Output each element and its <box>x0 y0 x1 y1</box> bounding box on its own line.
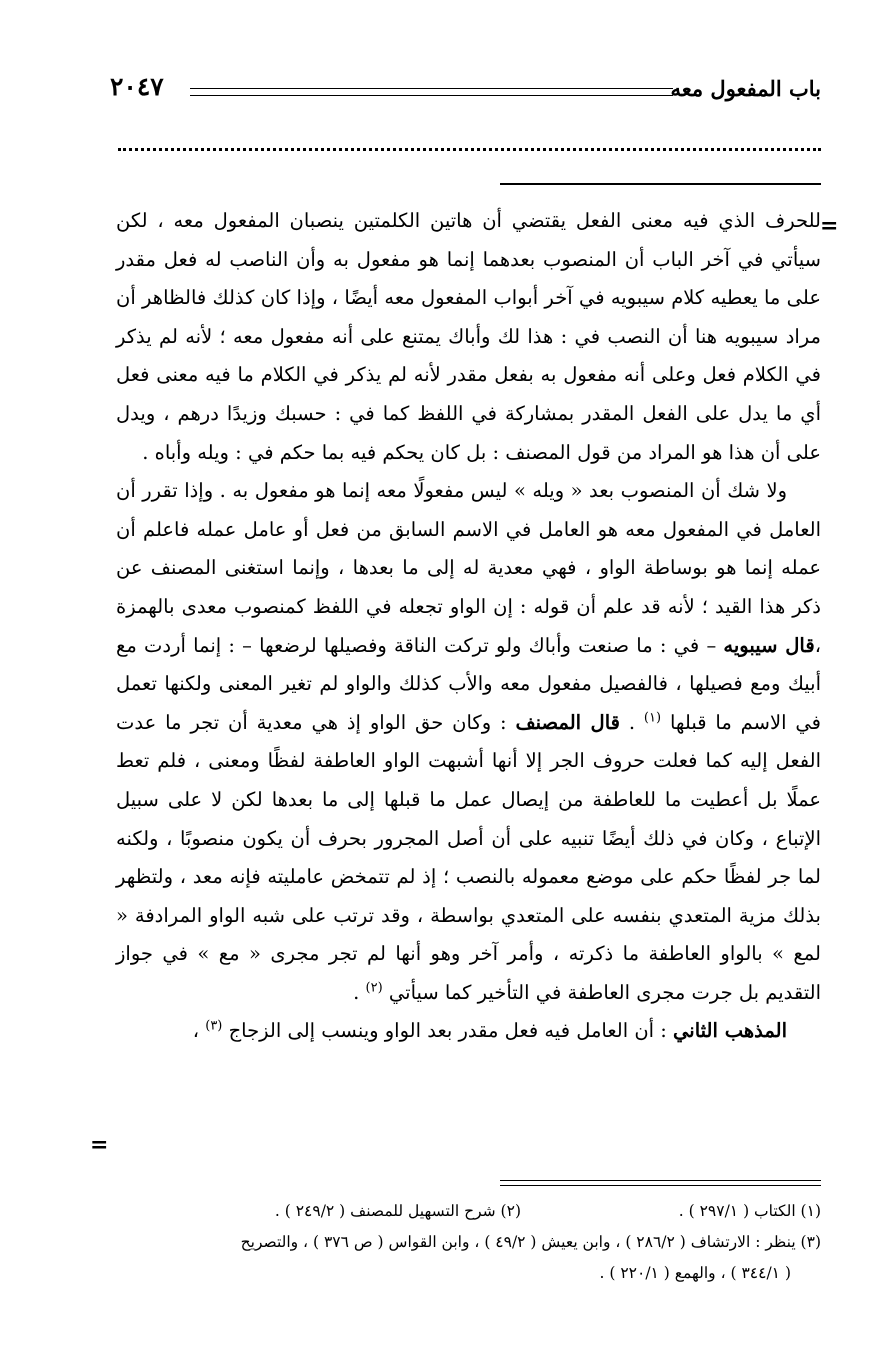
continuation-rule <box>500 183 821 185</box>
footnote-ref-3[interactable]: (٣) <box>205 1018 223 1034</box>
header-rule <box>190 88 673 96</box>
quote-musannif: قال المصنف <box>515 710 620 734</box>
second-doctrine-heading: المذهب الثاني <box>673 1019 787 1043</box>
paragraph-2 <box>116 472 821 1012</box>
dotted-separator <box>118 148 821 155</box>
footnote-2: (٢) شرح التسهيل للمصنف ( ٢٤٩/٢ ) . <box>274 1202 521 1220</box>
footnote-1: (١) الكتاب ( ٢٩٧/١ ) . <box>678 1202 821 1220</box>
paragraph-2-end: . <box>353 980 366 1004</box>
paragraph-2-text-c: : وكان حق الواو إذ هي معدية أن تجر ما عدت الفعل إليه كما فعلت حروف الجر إلا أنها أشبهت الواو العاطفة لفظًا ومعنى ، فلم تعط عملًا بل أعطيت ما للعاطفة من إيصال عمل ما قبلها إلى ما بعدها لكن لا على سبيل الإتباع ، وكان في ذلك أيضًا تنبيه على أن أصل المجرور بحرف أن يكون منصوبًا ، ولكنه لما جر لفظًا حكم على موضع معموله بالنصب ؛ إذ لم تتمخض عامليته فإنه معد ، ولتظهر بذلك مزية المتعدي بنفسه على المتعدي بواسطة ، وقد ترتب على شبه الواو المرادفة « لمع » بالواو العاطفة ما ذكرته ، وأمر آخر وهو أنها لم تجر مجرى « مع » في جواز التقديم بل جرت مجرى العاطفة في التأخير كما سيأتي <box>116 710 821 1004</box>
paragraph-2-text-b: – في : ما صنعت وأباك ولو تركت الناقة وفصيلها لرضعها – : إنما أردت مع أبيك ومع فصيلها ، فالفصيل مفعول معه والأب كذلك والواو لم تغير المعنى ولكنها تعمل في الاسم ما قبلها <box>116 633 821 734</box>
paragraph-3 <box>116 1012 821 1051</box>
footnote-3: (٣) ينظر : الارتشاف ( ٢٨٦/٢ ) ، وابن يعيش ( ٤٩/٢ ) ، وابن القواس ( ص ٣٧٦ ) ، والتصريح <box>240 1233 821 1251</box>
footnotes <box>126 1196 821 1289</box>
page-number: ٢٠٤٧ <box>110 72 164 101</box>
main-text <box>116 202 821 1051</box>
footnote-row-1-2 <box>126 1196 821 1227</box>
paragraph-3-end: ، <box>192 1019 206 1043</box>
quote-sibawayh: قال سيبويه <box>723 633 815 657</box>
paragraph-3-text: : أن العامل فيه فعل مقدر بعد الواو وينسب إلى الزجاج <box>228 1019 674 1043</box>
footnote-rule <box>500 1180 821 1186</box>
continued-on-next-mark: = <box>90 1132 109 1158</box>
footnote-3-continued: ( ٣٤٤/١ ) ، والهمع ( ٢٢٠/١ ) . <box>599 1264 791 1282</box>
paragraph-2-text-a: ولا شك أن المنصوب بعد « ويله » ليس مفعولًا معه إنما هو مفعول به . وإذا تقرر أن العامل في المفعول معه هو العامل في الاسم السابق من فعل أو عامل عمله فاعلم أن عمله إنما هو بوساطة الواو ، فهي معدية له إلى ما بعدها ، وإنما استغنى المصنف عن ذكر هذا القيد ؛ لأنه قد علم أن قوله : إن الواو تجعله في اللفظ كمنصوب معدى بالهمزة ، <box>116 479 821 657</box>
paragraph-1: للحرف الذي فيه معنى الفعل يقتضي أن هاتين الكلمتين ينصبان المفعول معه ، لكن سيأتي في آخر الباب أن المنصوب بعدهما إنما هو مفعول به وأن الناصب له فعل مقدر على ما يعطيه كلام سيبويه في آخر أبواب المفعول معه أيضًا ، وإذا كان كذلك فالظاهر أن مراد سيبويه هنا أن النصب في : هذا لك وأباك يمتنع على أنه مفعول معه ؛ لأنه لم يذكر في الكلام فعل وعلى أنه مفعول به بفعل مقدر لأنه لم يذكر في الكلام ما فيه معنى فعل أي ما يدل على الفعل المقدر بمشاركة في اللفظ كما في : حسبك وزيدًا درهم ، ويدل على أن هذا هو المراد من قول المصنف : بل كان يحكم فيه بما حكم في : ويله وأباه . <box>116 209 821 464</box>
continued-from-previous-mark: = <box>820 213 839 239</box>
running-header-title: باب المفعول معه <box>670 76 821 101</box>
paragraph-2-dot: . <box>619 710 644 734</box>
footnote-ref-1[interactable]: (١) <box>643 710 662 726</box>
footnote-ref-2[interactable]: (٢) <box>365 980 383 996</box>
